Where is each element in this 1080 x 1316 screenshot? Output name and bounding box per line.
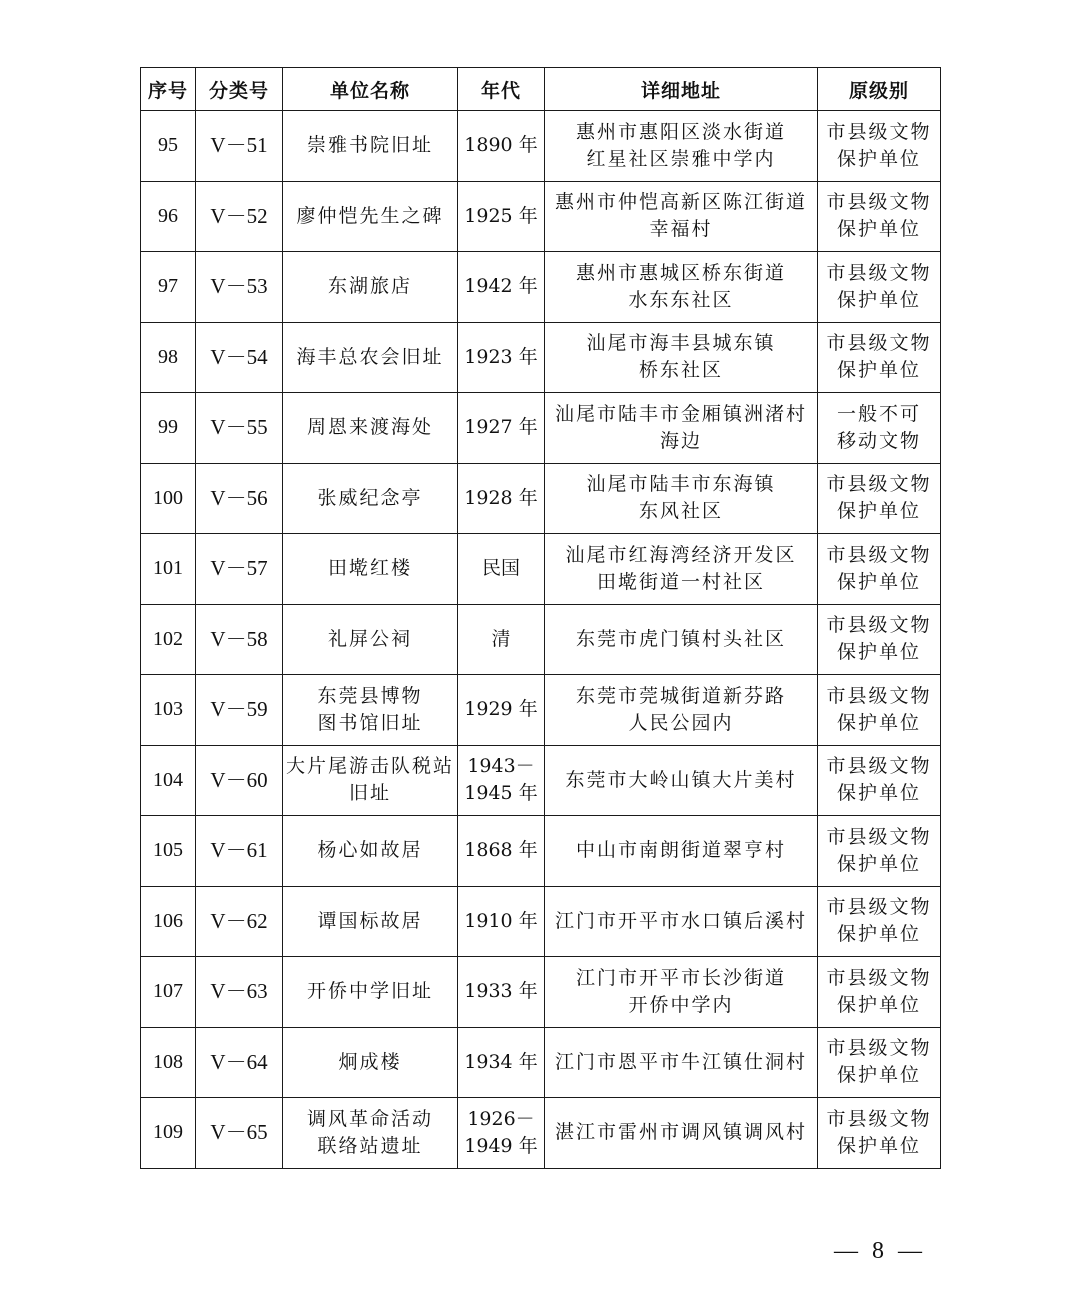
cell-address-text: 汕尾市红海湾经济开发区 田墘街道一村社区 [565, 543, 797, 593]
cell-address [545, 604, 818, 675]
cell-category-code-text: V－65 [210, 1120, 268, 1145]
cell-category-code-text: V－53 [210, 274, 268, 299]
cell-address [545, 675, 818, 746]
cell-serial-text: 100 [153, 486, 183, 509]
cell-address-text: 东莞市虎门镇村头社区 [575, 627, 786, 650]
cell-category-code-text: V－51 [210, 133, 268, 158]
cell-era-text: 1942 年 [464, 275, 538, 298]
cell-serial-text: 98 [158, 345, 178, 368]
cell-era [458, 957, 545, 1028]
table-row [141, 111, 941, 182]
cell-era [458, 463, 545, 534]
cell-category-code-text: V－63 [210, 979, 268, 1004]
cell-serial [141, 322, 196, 393]
cell-category-code-text: V－58 [210, 626, 268, 651]
table-row [141, 886, 941, 957]
cell-unit-name-text: 礼屏公祠 [327, 627, 412, 650]
cell-category-code [196, 393, 283, 464]
cell-era [458, 1098, 545, 1169]
cell-original-level [818, 463, 941, 534]
cell-category-code [196, 534, 283, 605]
cell-category-code-text: V－62 [210, 908, 268, 933]
cell-serial [141, 1027, 196, 1098]
cell-serial [141, 534, 196, 605]
cell-era-text: 1933 年 [464, 980, 538, 1003]
cell-serial-text: 95 [158, 134, 178, 157]
cell-address [545, 1027, 818, 1098]
cell-address [545, 957, 818, 1028]
cell-serial [141, 886, 196, 957]
cell-address [545, 252, 818, 323]
table-row [141, 322, 941, 393]
table-row [141, 745, 941, 816]
cell-era-text: 1925 年 [464, 204, 538, 227]
table-row [141, 604, 941, 675]
cell-unit-name-text: 田墘红楼 [327, 557, 412, 580]
cell-serial [141, 111, 196, 182]
cell-original-level [818, 1098, 941, 1169]
cell-original-level-text: 市县级文物 保护单位 [826, 191, 932, 241]
cell-address [545, 886, 818, 957]
cell-category-code [196, 463, 283, 534]
cell-serial-text: 109 [153, 1121, 183, 1144]
cell-serial-text: 101 [153, 557, 183, 580]
cell-unit-name-text: 廖仲恺先生之碑 [296, 204, 444, 227]
cell-address-text: 汕尾市海丰县城东镇 桥东社区 [586, 332, 776, 382]
cell-unit-name [283, 957, 458, 1028]
cell-era [458, 745, 545, 816]
cell-era-text: 1928 年 [464, 486, 538, 509]
table-row [141, 675, 941, 746]
cell-original-level [818, 745, 941, 816]
cell-era [458, 886, 545, 957]
cell-category-code-text: V－52 [210, 203, 268, 228]
cell-era-text: 民国 [481, 557, 520, 580]
cell-original-level-text: 市县级文物 保护单位 [826, 332, 932, 382]
cell-category-code [196, 886, 283, 957]
cell-address-text: 惠州市惠城区桥东街道 水东东社区 [575, 261, 786, 311]
cell-serial-text: 96 [158, 204, 178, 227]
cell-original-level [818, 816, 941, 887]
cell-era-text: 1923 年 [464, 345, 538, 368]
cell-category-code-text: V－55 [210, 415, 268, 440]
cell-original-level-text: 一般不可 移动文物 [836, 402, 921, 452]
table-row [141, 252, 941, 323]
cell-original-level [818, 322, 941, 393]
cell-original-level-text: 市县级文物 保护单位 [826, 755, 932, 805]
cell-unit-name [283, 322, 458, 393]
cell-unit-name [283, 604, 458, 675]
cell-address-text: 湛江市雷州市调风镇调风村 [554, 1121, 807, 1144]
cell-original-level [818, 1027, 941, 1098]
cell-serial-text: 97 [158, 275, 178, 298]
cell-address [545, 816, 818, 887]
table-body [141, 111, 941, 1169]
cell-address [545, 463, 818, 534]
cell-address-text: 江门市开平市长沙街道 开侨中学内 [575, 966, 786, 1016]
cell-serial [141, 675, 196, 746]
cell-unit-name [283, 1027, 458, 1098]
cell-address-text: 东莞市大岭山镇大片美村 [565, 768, 797, 791]
cell-unit-name [283, 534, 458, 605]
cell-serial [141, 181, 196, 252]
cell-serial-text: 103 [153, 698, 183, 721]
table-row [141, 1027, 941, 1098]
cell-serial-text: 104 [153, 768, 183, 791]
cell-era-text: 1890 年 [464, 134, 538, 157]
header-serial: 序号 [141, 68, 196, 111]
cell-era-text: 1943－ 1945 年 [464, 755, 538, 805]
cell-original-level-text: 市县级文物 保护单位 [826, 1037, 932, 1087]
cell-original-level-text: 市县级文物 保护单位 [826, 120, 932, 170]
table-header [141, 68, 941, 111]
cell-category-code-text: V－54 [210, 344, 268, 369]
cell-category-code [196, 957, 283, 1028]
cell-original-level [818, 393, 941, 464]
cell-address [545, 181, 818, 252]
cell-category-code [196, 181, 283, 252]
cell-serial-text: 107 [153, 980, 183, 1003]
cell-address-text: 江门市恩平市牛江镇仕洞村 [554, 1050, 807, 1073]
cell-category-code-text: V－57 [210, 556, 268, 581]
cell-era [458, 393, 545, 464]
cell-original-level [818, 675, 941, 746]
cell-era-text: 1926－ 1949 年 [464, 1107, 538, 1157]
cell-category-code [196, 604, 283, 675]
cell-address-text: 汕尾市陆丰市东海镇 东风社区 [586, 473, 776, 523]
header-unit-name: 单位名称 [283, 68, 458, 111]
cell-category-code-text: V－64 [210, 1049, 268, 1074]
cell-serial [141, 745, 196, 816]
cell-serial-text: 106 [153, 909, 183, 932]
cell-serial [141, 252, 196, 323]
cell-era [458, 181, 545, 252]
cell-address [545, 745, 818, 816]
cell-original-level [818, 886, 941, 957]
header-category-code: 分类号 [196, 68, 283, 111]
table-row [141, 534, 941, 605]
cell-original-level [818, 111, 941, 182]
cell-address [545, 393, 818, 464]
cell-address-text: 惠州市仲恺高新区陈江街道 幸福村 [554, 191, 807, 241]
cell-address [545, 534, 818, 605]
cell-unit-name-text: 杨心如故居 [317, 839, 423, 862]
cell-unit-name [283, 886, 458, 957]
cell-address-text: 汕尾市陆丰市金厢镇洲渚村 海边 [554, 402, 807, 452]
cell-unit-name [283, 111, 458, 182]
cell-unit-name [283, 393, 458, 464]
cell-unit-name-text: 调风革命活动 联络站遗址 [306, 1107, 433, 1157]
cell-category-code [196, 1098, 283, 1169]
table-row [141, 957, 941, 1028]
cell-original-level [818, 181, 941, 252]
cell-serial [141, 1098, 196, 1169]
cell-unit-name-text: 东莞县博物 图书馆旧址 [317, 684, 423, 734]
cell-serial [141, 816, 196, 887]
cell-era-text: 1868 年 [464, 839, 538, 862]
cell-unit-name [283, 1098, 458, 1169]
header-original-level: 原级别 [818, 68, 941, 111]
cell-unit-name-text: 崇雅书院旧址 [306, 134, 433, 157]
cell-unit-name [283, 745, 458, 816]
cell-serial-text: 105 [153, 839, 183, 862]
cell-category-code-text: V－56 [210, 485, 268, 510]
cell-serial-text: 102 [153, 627, 183, 650]
cell-category-code [196, 252, 283, 323]
cell-era [458, 534, 545, 605]
cell-unit-name-text: 海丰总农会旧址 [296, 345, 444, 368]
cell-category-code-text: V－60 [210, 767, 268, 792]
cell-era [458, 604, 545, 675]
cell-unit-name [283, 816, 458, 887]
cell-serial [141, 393, 196, 464]
cell-serial [141, 604, 196, 675]
table-row [141, 463, 941, 534]
table-row [141, 181, 941, 252]
page-number: — 8 — [834, 1238, 926, 1264]
cell-unit-name-text: 开侨中学旧址 [306, 980, 433, 1003]
cell-address-text: 中山市南朗街道翠亨村 [575, 839, 786, 862]
cell-original-level-text: 市县级文物 保护单位 [826, 966, 932, 1016]
cell-original-level [818, 534, 941, 605]
cell-unit-name [283, 181, 458, 252]
cell-era [458, 816, 545, 887]
cell-original-level-text: 市县级文物 保护单位 [826, 473, 932, 523]
cell-era [458, 1027, 545, 1098]
cell-unit-name [283, 675, 458, 746]
cell-category-code [196, 1027, 283, 1098]
cell-address-text: 惠州市惠阳区淡水街道 红星社区崇雅中学内 [575, 120, 786, 170]
cell-category-code [196, 322, 283, 393]
cell-unit-name-text: 张威纪念亭 [317, 486, 423, 509]
table-row [141, 816, 941, 887]
cell-address [545, 111, 818, 182]
cell-address [545, 322, 818, 393]
cell-original-level-text: 市县级文物 保护单位 [826, 614, 932, 664]
cell-original-level-text: 市县级文物 保护单位 [826, 825, 932, 875]
cell-address [545, 1098, 818, 1169]
cell-unit-name-text: 周恩来渡海处 [306, 416, 433, 439]
cell-unit-name-text: 谭国标故居 [317, 909, 423, 932]
cell-original-level-text: 市县级文物 保护单位 [826, 1107, 932, 1157]
cell-original-level [818, 604, 941, 675]
table-row [141, 1098, 941, 1169]
cell-era-text: 1929 年 [464, 698, 538, 721]
cell-original-level [818, 957, 941, 1028]
cell-category-code [196, 816, 283, 887]
cell-era [458, 675, 545, 746]
cell-category-code-text: V－59 [210, 697, 268, 722]
cell-original-level-text: 市县级文物 保护单位 [826, 261, 932, 311]
cell-unit-name-text: 炯成楼 [338, 1050, 402, 1073]
cell-unit-name [283, 252, 458, 323]
cell-unit-name-text: 大片尾游击队税站 旧址 [285, 755, 454, 805]
cell-serial [141, 957, 196, 1028]
cell-original-level-text: 市县级文物 保护单位 [826, 896, 932, 946]
header-address: 详细地址 [545, 68, 818, 111]
cell-category-code [196, 675, 283, 746]
cell-era-text: 清 [491, 627, 511, 650]
cell-serial [141, 463, 196, 534]
table-row [141, 393, 941, 464]
cell-era [458, 252, 545, 323]
cell-serial-text: 99 [158, 416, 178, 439]
cell-era-text: 1910 年 [464, 909, 538, 932]
cell-address-text: 江门市开平市水口镇后溪村 [554, 909, 807, 932]
cell-unit-name [283, 463, 458, 534]
header-row [141, 68, 941, 111]
heritage-table [140, 67, 941, 1169]
cell-category-code-text: V－61 [210, 838, 268, 863]
cell-unit-name-text: 东湖旅店 [327, 275, 412, 298]
cell-original-level-text: 市县级文物 保护单位 [826, 684, 932, 734]
cell-category-code [196, 111, 283, 182]
cell-original-level-text: 市县级文物 保护单位 [826, 543, 932, 593]
cell-era [458, 322, 545, 393]
cell-original-level [818, 252, 941, 323]
cell-address-text: 东莞市莞城街道新芬路 人民公园内 [575, 684, 786, 734]
cell-serial-text: 108 [153, 1050, 183, 1073]
cell-era-text: 1927 年 [464, 416, 538, 439]
header-era: 年代 [458, 68, 545, 111]
cell-era-text: 1934 年 [464, 1050, 538, 1073]
cell-category-code [196, 745, 283, 816]
cell-era [458, 111, 545, 182]
